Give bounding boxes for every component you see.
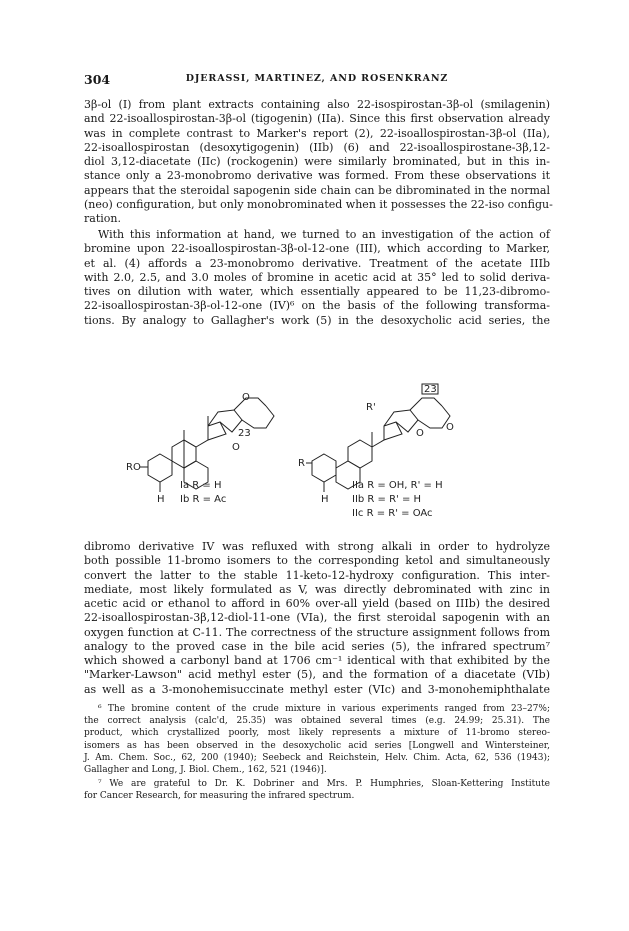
label-r: R xyxy=(298,458,305,469)
paragraph-2 xyxy=(84,228,550,328)
text-line: 22-isoallospirostan-3β,12-diol-11-one (VIa), the first steroidal sapogenin with an xyxy=(84,611,550,625)
page-header xyxy=(84,72,550,88)
text-line: analogy to the proved case in the bile acid series (5), the infrared spectrum⁷ xyxy=(84,639,550,653)
footnote-7 xyxy=(84,778,550,802)
label-h: H xyxy=(321,494,329,505)
paragraph-3 xyxy=(84,540,550,697)
label-o-ring: O xyxy=(232,442,240,453)
text-line: With this information at hand, we turned to an investigation of the action of xyxy=(98,228,550,241)
text-line: convert the latter to the stable 11-keto-12-hydroxy configuration. This inter- xyxy=(84,568,550,582)
running-title: DJERASSI, MARTINEZ, AND ROSENKRANZ xyxy=(185,73,449,84)
footnote-line: Gallagher and Long, J. Biol. Chem., 162, 521 (1946)]. xyxy=(84,764,327,775)
paragraph-1 xyxy=(84,98,553,226)
text-line: tives on dilution with water, which essentially appeared to be 11,23-dibromo- xyxy=(84,285,550,298)
text-line: bromine upon 22-isoallospirostan-3β-ol-12-one (III), which according to Marker, xyxy=(84,242,550,256)
text-line: "Marker-Lawson" acid methyl ester (5), and the formation of a diacetate (VIb) xyxy=(84,668,550,682)
text-line: with 2.0, 2.5, and 3.0 moles of bromine in acetic acid at 35° led to solid deriva- xyxy=(84,270,550,284)
footnote-line: product, which crystallized poorly, most likely represents a mixture of 11-bromo stereo- xyxy=(84,728,550,739)
label-o-side: O xyxy=(446,422,454,433)
footnote-line: isomers as has been observed in the desoxycholic acid series [Longwell and Wintersteiner, xyxy=(84,740,550,751)
text-line: acetic acid or ethanol to afford in 60% over-all yield (based on IIIb) the desired xyxy=(84,597,550,610)
text-line: appears that the steroidal sapogenin side chain can be dibrominated in the normal xyxy=(84,183,550,197)
text-line: was in complete contrast to Marker's report (2), 22-isoallospirostan-3β-ol (IIa), xyxy=(84,126,550,140)
text-line: which showed a carbonyl band at 1706 cm⁻¹ identical with that exhibited by the xyxy=(84,654,550,667)
text-line: stance only a 23-monobromo derivative was formed. From these observations it xyxy=(84,169,550,183)
text-line: as well as a 3-monohemisuccinate methyl ester (VIc) and 3-monohemiphthalate xyxy=(84,682,550,696)
label-23: 23 xyxy=(424,384,437,395)
text-line: et al. (4) affords a 23-monobromo derivative. Treatment of the acetate IIIb xyxy=(84,256,550,270)
label-r-prime: R' xyxy=(366,402,376,413)
footnote-line: ⁶ The bromine content of the crude mixture in various experiments ranged from 23–27%; xyxy=(98,704,550,714)
text-line: 22-isoallospirostan (desoxytigogenin) (IIb) (6) and 22-isoallospirostane-3β,12- xyxy=(84,140,550,154)
footnote-line: for Cancer Research, for measuring the infrared spectrum. xyxy=(84,791,355,802)
text-line: and 22-isoallospirostan-3β-ol (tigogenin) (IIa). Since this first observation already xyxy=(84,112,550,126)
text-line: 22-isoallospirostan-3β-ol-12-one (IV)⁶ on the basis of the following transforma- xyxy=(84,299,550,313)
page-number: 304 xyxy=(84,72,111,87)
label-o-top: O xyxy=(242,392,250,403)
text-line: both possible 11-bromo isomers to the corresponding ketol and simultaneously xyxy=(84,554,550,568)
label-o-ring: O xyxy=(416,428,424,439)
label-h: H xyxy=(157,494,165,505)
structure-figure xyxy=(84,370,550,530)
label-23: 23 xyxy=(238,428,251,439)
footnote-line: J. Am. Chem. Soc., 62, 200 (1940); Seebeck and Reichstein, Helv. Chim. Acta, 62, 536 (1943); xyxy=(84,752,550,763)
footnote-line: the correct analysis (calc'd, 25.35) was obtained several times (e.g. 24.99; 25.31). The xyxy=(84,716,550,727)
text-line: oxygen function at C-11. The correctness of the structure assignment follows from xyxy=(84,625,550,639)
legend-ia: Ia R = H xyxy=(180,480,222,491)
legend-ib: Ib R = Ac xyxy=(180,494,227,505)
text-line: ration. xyxy=(84,212,121,225)
legend-iib: IIb R = R' = H xyxy=(352,494,422,505)
text-line: diol 3,12-diacetate (IIc) (rockogenin) were similarly brominated, but in this in- xyxy=(84,155,550,168)
text-line: tions. By analogy to Gallagher's work (5) in the desoxycholic acid series, the xyxy=(84,313,550,327)
text-line: 3β-ol (I) from plant extracts containing also 22-isospirostan-3β-ol (smilagenin) xyxy=(84,98,550,111)
label-ro: RO xyxy=(126,462,141,473)
legend-iic: IIc R = R' = OAc xyxy=(352,508,433,519)
legend-iia: IIa R = OH, R' = H xyxy=(352,480,443,491)
text-line: (neo) configuration, but only monobrominated when it possesses the 22-iso configu- xyxy=(84,197,553,211)
footnote-line: ⁷ We are grateful to Dr. K. Dobriner and Mrs. P. Humphries, Sloan-Kettering Institute xyxy=(98,779,550,789)
footnote-6 xyxy=(84,703,550,776)
text-line: dibromo derivative IV was refluxed with strong alkali in order to hydrolyze xyxy=(84,540,550,553)
text-line: mediate, most likely formulated as V, was directly debrominated with zinc in xyxy=(84,582,550,596)
